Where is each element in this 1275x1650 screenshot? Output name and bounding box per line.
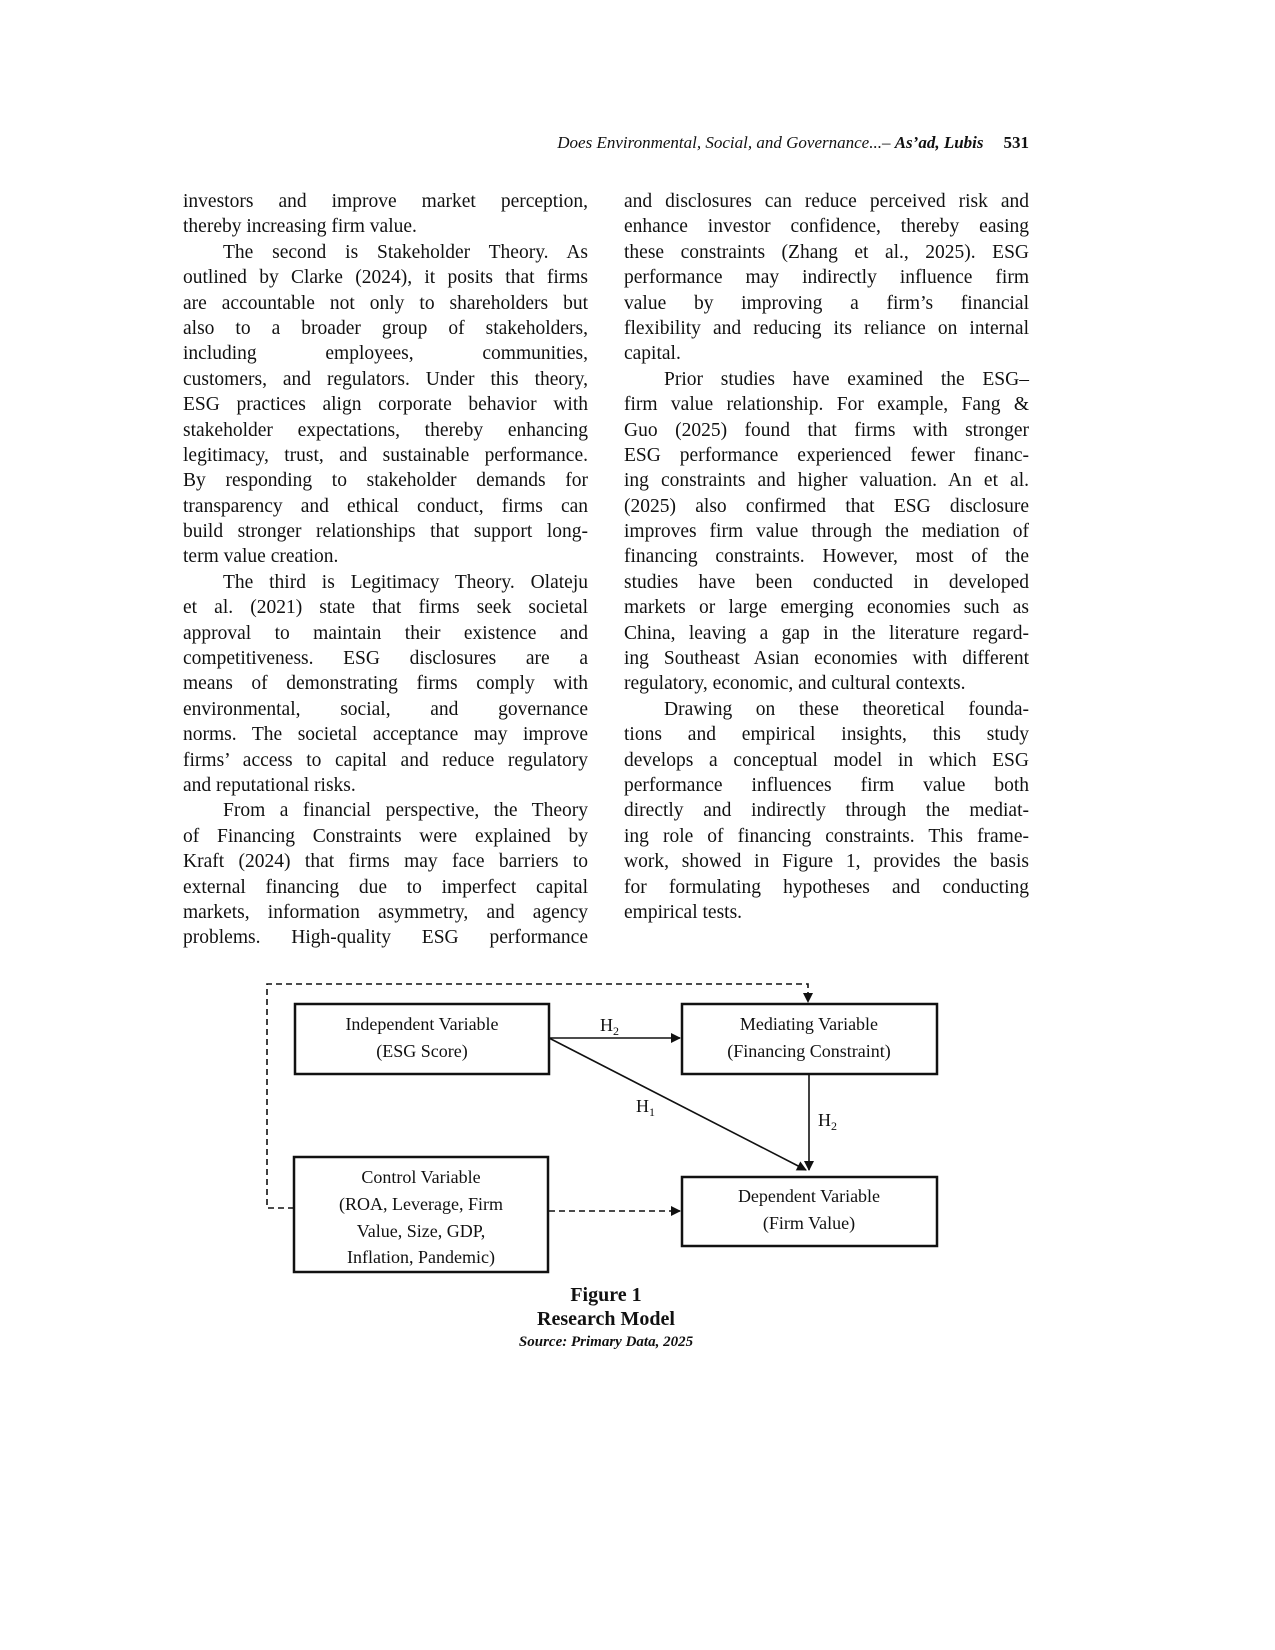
text-line: et al. (2021) state that firms seek societal bbox=[183, 597, 588, 619]
text-line: value by improving a firm’s financial bbox=[624, 292, 1029, 314]
text-line: environmental, social, and governance bbox=[183, 698, 588, 720]
control-sublabel-2: Value, Size, GDP, bbox=[356, 1221, 486, 1241]
text-line: and reputational risks. bbox=[183, 774, 356, 796]
text-line: legitimacy, trust, and sustainable performance. bbox=[183, 444, 588, 466]
text-line: firms’ access to capital and reduce regulatory bbox=[183, 749, 588, 771]
text-line: flexibility and reducing its reliance on internal bbox=[624, 317, 1029, 339]
text-line: From a financial perspective, the Theory bbox=[223, 800, 588, 822]
h1-label: $H_1$ bbox=[636, 1096, 655, 1119]
figure-title: Research Model bbox=[537, 1308, 675, 1330]
text-line: enhance investor confidence, thereby easing bbox=[624, 216, 1029, 238]
dependent-label: Dependent Variable bbox=[737, 1186, 881, 1206]
text-line: directly and indirectly through the mediat- bbox=[624, 800, 1029, 822]
figure-source: Source: Primary Data, 2025 bbox=[518, 1334, 694, 1350]
control-sublabel-3: Inflation, Pandemic) bbox=[347, 1247, 495, 1267]
text-line: ESG practices align corporate behavior with bbox=[183, 394, 588, 416]
text-line: financing constraints. However, most of the bbox=[624, 546, 1029, 568]
text-line: work, showed in Figure 1, provides the basis bbox=[624, 851, 1029, 873]
text-line: By responding to stakeholder demands for bbox=[183, 470, 588, 492]
text-line: ESG performance experienced fewer financ- bbox=[624, 444, 1029, 466]
text-line: outlined by Clarke (2024), it posits that firms bbox=[183, 267, 588, 289]
independent-sublabel: (ESG Score) bbox=[376, 1041, 468, 1061]
text-line: investors and improve market perception, bbox=[183, 191, 588, 212]
text-line: empirical tests. bbox=[624, 901, 743, 923]
text-line: term value creation. bbox=[183, 546, 339, 568]
page-number: 531 bbox=[1003, 133, 1029, 152]
text-line: markets, information asymmetry, and agency bbox=[183, 901, 588, 923]
text-line: tions and empirical insights, this study bbox=[624, 724, 1029, 746]
text-line: The second is Stakeholder Theory. As bbox=[223, 241, 588, 263]
text-line: develops a conceptual model in which ESG bbox=[624, 749, 1029, 771]
text-line: ing constraints and higher valuation. An et al. bbox=[624, 470, 1029, 492]
text-line: regulatory, economic, and cultural contexts. bbox=[624, 673, 966, 695]
text-line: Guo (2025) found that firms with stronger bbox=[624, 419, 1029, 441]
mediating-sublabel: (Financing Constraint) bbox=[727, 1041, 891, 1061]
text-line: problems. High-quality ESG performance bbox=[183, 927, 588, 949]
text-line: firm value relationship. For example, Fang & bbox=[624, 394, 1029, 416]
figure-number: Figure 1 bbox=[570, 1284, 642, 1306]
text-line: these constraints (Zhang et al., 2025). ESG bbox=[624, 241, 1029, 263]
text-line: Drawing on these theoretical founda- bbox=[664, 698, 1029, 720]
mediating-label: Mediating Variable bbox=[739, 1014, 879, 1034]
text-line: and disclosures can reduce perceived risk and bbox=[624, 191, 1029, 212]
text-line: China, leaving a gap in the literature regard- bbox=[624, 622, 1029, 644]
text-line: markets or large emerging economies such as bbox=[624, 597, 1029, 619]
text-line: competitiveness. ESG disclosures are a bbox=[183, 648, 588, 670]
text-line: approval to maintain their existence and bbox=[183, 622, 588, 644]
text-line: customers, and regulators. Under this theory, bbox=[183, 368, 588, 390]
text-line: performance influences firm value both bbox=[624, 774, 1029, 796]
text-line: also to a broader group of stakeholders, bbox=[183, 317, 588, 339]
text-line: Prior studies have examined the ESG– bbox=[664, 368, 1029, 390]
text-line: improves firm value through the mediation of bbox=[624, 521, 1029, 543]
text-line: are accountable not only to shareholders but bbox=[183, 292, 588, 314]
text-line: (2025) also confirmed that ESG disclosure bbox=[624, 495, 1029, 517]
h2-right-label: $H_2$ bbox=[818, 1110, 837, 1133]
text-line: for formulating hypotheses and conducting bbox=[624, 876, 1029, 898]
text-line: of Financing Constraints were explained by bbox=[183, 825, 588, 847]
text-line: performance may indirectly influence firm bbox=[624, 267, 1029, 289]
text-line: studies have been conducted in developed bbox=[624, 571, 1029, 593]
text-line: external financing due to imperfect capital bbox=[183, 876, 588, 898]
text-line: norms. The societal acceptance may improve bbox=[183, 724, 588, 746]
text-line: transparency and ethical conduct, firms can bbox=[183, 495, 588, 517]
text-line: The third is Legitimacy Theory. Olateju bbox=[223, 571, 588, 593]
control-sublabel-1: (ROA, Leverage, Firm bbox=[339, 1194, 503, 1214]
running-title: Does Environmental, Social, and Governance...– bbox=[557, 133, 895, 152]
text-line: build stronger relationships that support long- bbox=[183, 521, 588, 543]
text-line: thereby increasing firm value. bbox=[183, 216, 417, 238]
dependent-sublabel: (Firm Value) bbox=[762, 1213, 856, 1233]
independent-label: Independent Variable bbox=[345, 1014, 499, 1034]
control-label: Control Variable bbox=[361, 1167, 481, 1187]
text-line: means of demonstrating firms comply with bbox=[183, 673, 588, 695]
text-line: Kraft (2024) that firms may face barriers to bbox=[183, 851, 588, 873]
text-line: capital. bbox=[624, 343, 681, 365]
text-line: ing Southeast Asian economies with different bbox=[624, 648, 1029, 670]
text-line: stakeholder expectations, thereby enhancing bbox=[183, 419, 588, 441]
text-line: ing role of financing constraints. This frame- bbox=[624, 825, 1029, 847]
authors: As’ad, Lubis bbox=[894, 133, 984, 152]
text-line: including employees, communities, bbox=[183, 343, 588, 365]
h2-top-label: $H_2$ bbox=[600, 1015, 619, 1038]
